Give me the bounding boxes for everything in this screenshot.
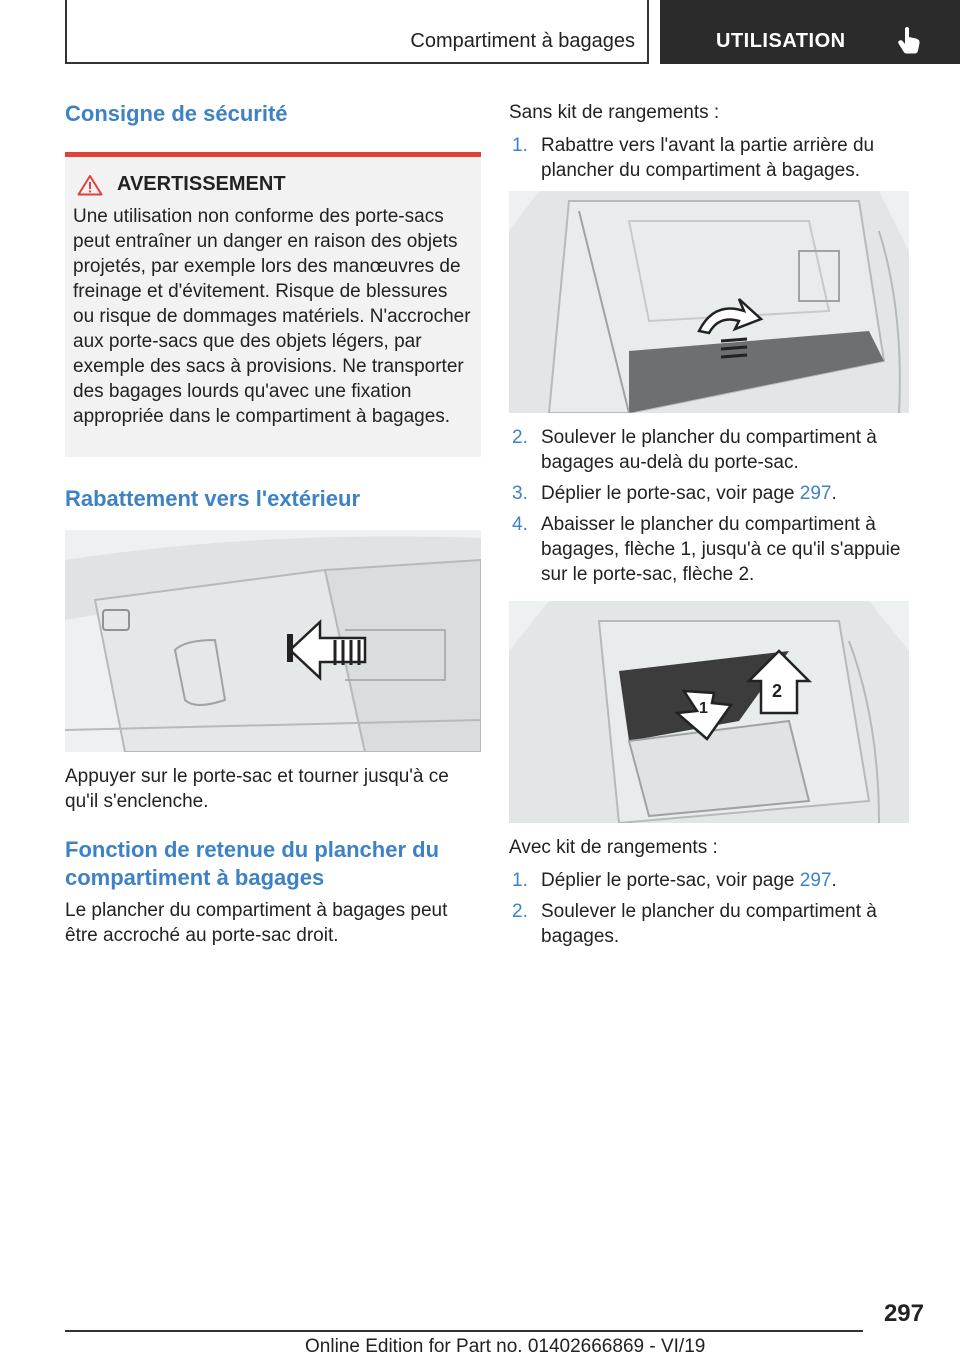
list-item [509,133,919,183]
list-item [509,868,919,893]
step-number: 2. [512,901,528,922]
heading-fold-out: Rabattement vers l'extérieur [65,486,361,511]
page-number: 297 [883,1300,924,1327]
step-text-before: Déplier le porte-sac, voir page [541,483,800,504]
arrow-label-2: 2 [772,681,783,701]
header-section-title: Compartiment à bagages [410,30,635,52]
steps-without-kit-a [509,133,919,183]
para-retention: Le plancher du compartiment à bagages peut être accroché au porte-sac droit. [65,900,448,946]
footer-edition: Online Edition for Part no. 01402666869 - VI/19 [305,1336,706,1357]
list-item [509,425,919,475]
step-number: 2. [512,427,528,448]
step-text-after: . [831,483,837,504]
intro-with-kit: Avec kit de rangements : [509,837,718,858]
page-link[interactable]: 297 [799,870,832,891]
list-item [509,899,919,949]
warning-title-row [77,173,473,196]
illustration-floor-fold [509,191,909,413]
warning-text: Une utilisation non conforme des porte-sacs peut entraîner un danger en raison des objets projetés, par exemple lors des manœuvres de freinage et d'évitement. Risque de blessures ou risque de dommages matériels. N'accrocher aux porte-sacs que des objets légers, par exemple des sacs à provisions. Ne transporter des bagages lourds qu'avec une fixation appropriée dans le compartiment à bagages. [73,206,471,427]
illustration-floor-lower [509,601,909,823]
para-press-rotate: Appuyer sur le porte-sac et tourner jusqu'à ce qu'il s'enclenche. [65,766,449,812]
right-column [509,100,919,955]
page-link[interactable]: 297 [799,483,832,504]
intro-without-kit: Sans kit de rangements : [509,102,720,123]
step-number: 1. [512,135,528,156]
step-text: Rabattre vers l'avant la partie arrière du plancher du compartiment à bagages. [541,135,875,181]
step-number: 1. [512,870,528,891]
header-chapter-title: UTILISATION [716,30,846,52]
header-chapter-box [660,0,960,64]
warning-title: AVERTISSEMENT [117,173,286,195]
step-text-before: Déplier le porte-sac, voir page [541,870,800,891]
list-item [509,481,919,506]
steps-without-kit-b [509,425,919,587]
header-section-box [65,0,649,64]
list-item [509,512,919,587]
steps-with-kit [509,868,919,949]
warning-triangle-icon [77,174,103,196]
step-number: 4. [512,514,528,535]
illustration-bag-hook [65,530,481,752]
left-column [65,100,481,948]
step-text: Abaisser le plancher du compartiment à bagages, flèche 1, jusqu'à ce qu'il s'appuie sur le porte-sac, flèche 2. [541,514,901,585]
step-text-after: . [831,870,837,891]
footer-rule [65,1330,863,1332]
warning-box [65,152,481,457]
arrow-label-1: 1 [699,700,708,717]
heading-retention: Fonction de retenue du plancher du compartiment à bagages [65,837,440,890]
step-text: Soulever le plancher du compartiment à bagages. [541,901,877,947]
heading-safety: Consigne de sécurité [65,101,288,126]
step-text: Soulever le plancher du compartiment à bagages au-delà du porte-sac. [541,427,877,473]
pointing-hand-icon [896,26,922,54]
step-number: 3. [512,483,528,504]
